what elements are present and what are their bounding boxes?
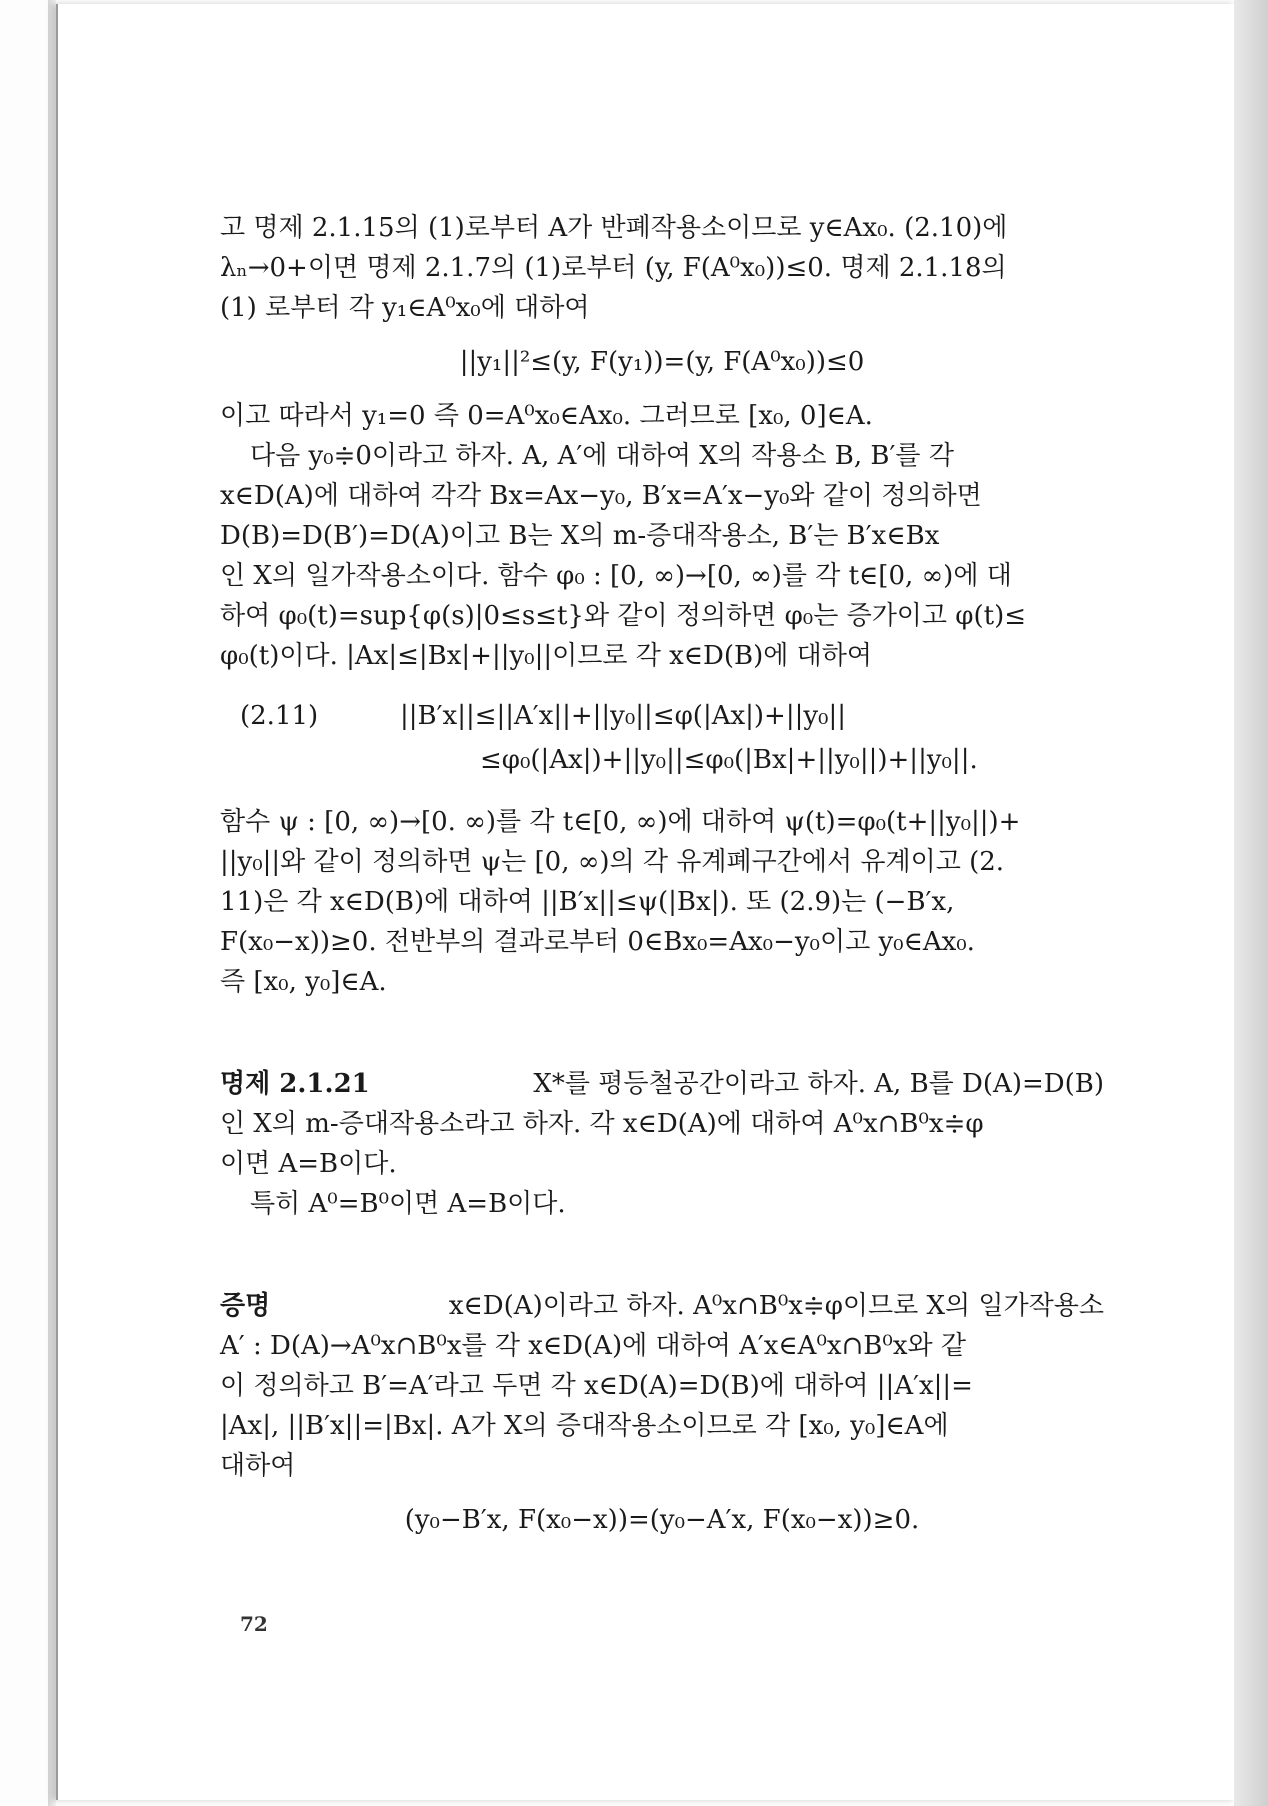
text-line: 즉 [x₀, y₀]∈A.	[220, 967, 387, 997]
proposition-remark: 특히 A⁰=B⁰이면 A=B이다.	[250, 1189, 566, 1219]
equation-2-11-continued	[220, 738, 1104, 782]
proposition-heading: 명제 2.1.21	[220, 1069, 370, 1099]
text-line: |Ax|, ||B′x||=|Bx|. A가 X의 증대작용소이므로 각 [x₀, y₀]∈A에	[220, 1411, 949, 1441]
display-equation: (y₀−B′x, F(x₀−x))=(y₀−A′x, F(x₀−x))≥0.	[404, 1505, 920, 1535]
page-right-edge	[1234, 0, 1268, 1806]
page-text	[220, 208, 1104, 1554]
text-line: 대하여	[220, 1451, 296, 1481]
proof-first-line: 증명 x∈D(A)이라고 하자. A⁰x∩B⁰x≑φ이므로 X의 일가작용소	[220, 1286, 1104, 1326]
text-line: (1) 로부터 각 y₁∈A⁰x₀에 대하여	[220, 293, 590, 323]
text-line: ||y₀||와 같이 정의하면 ψ는 [0, ∞)의 각 유계폐구간에서 유계이고 (2.	[220, 847, 1005, 877]
text-line: 함수 ψ : [0, ∞)→[0. ∞)를 각 t∈[0, ∞)에 대하여 ψ(t)=φ₀(t+||y₀||)+	[220, 807, 1021, 837]
page-left-edge	[48, 0, 56, 1806]
text-line: 이면 A=B이다.	[220, 1149, 397, 1179]
text-line: x∈D(A)에 대하여 각각 Bx=Ax−y₀, B′x=A′x−y₀와 같이 정의하면	[220, 481, 982, 511]
display-equation: ||y₁||²≤(y, F(y₁))=(y, F(A⁰x₀))≤0	[459, 347, 865, 377]
text-line: 이 정의하고 B′=A′라고 두면 각 x∈D(A)=D(B)에 대하여 ||A′x||=	[220, 1371, 973, 1401]
text-line: 11)은 각 x∈D(B)에 대하여 ||B′x||≤ψ(|Bx|). 또 (2.9)는 (−B′x,	[220, 887, 955, 917]
text-line: φ₀(t)이다. |Ax|≤|Bx|+||y₀||이므로 각 x∈D(B)에 대하여	[220, 641, 872, 671]
proposition-first-line: 명제 2.1.21 X*를 평등철공간이라고 하자. A, B를 D(A)=D(B)	[220, 1064, 1104, 1104]
equation-2-11	[220, 694, 1104, 738]
proof-heading: 증명	[220, 1291, 271, 1321]
text-line: D(B)=D(B′)=D(A)이고 B는 X의 m-증대작용소, B′는 B′x∈Bx	[220, 521, 940, 551]
text-line: 인 X의 일가작용소이다. 함수 φ₀ : [0, ∞)→[0, ∞)를 각 t∈[0, ∞)에 대	[220, 561, 1012, 591]
text-line: 하여 φ₀(t)=sup{φ(s)|0≤s≤t}와 같이 정의하면 φ₀는 증가이고 φ(t)≤	[220, 601, 1027, 631]
text-line: A′ : D(A)→A⁰x∩B⁰x를 각 x∈D(A)에 대하여 A′x∈A⁰x∩B⁰x와 같	[220, 1331, 967, 1361]
equation-line: ≤φ₀(|Ax|)+||y₀||≤φ₀(|Bx|+||y₀||)+||y₀||.	[480, 745, 978, 775]
text-line: λₙ→0+이면 명제 2.1.7의 (1)로부터 (y, F(A⁰x₀))≤0. 명제 2.1.18의	[220, 253, 1007, 283]
equation-line: ||B′x||≤||A′x||+||y₀||≤φ(|Ax|)+||y₀||	[400, 701, 846, 731]
text-line: 이고 따라서 y₁=0 즉 0=A⁰x₀∈Ax₀. 그러므로 [x₀, 0]∈A.	[220, 401, 873, 431]
page-number: 72	[240, 1612, 268, 1636]
text-line: F(x₀−x))≥0. 전반부의 결과로부터 0∈Bx₀=Ax₀−y₀이고 y₀∈Ax₀.	[220, 927, 975, 957]
text-line: 다음 y₀≑0이라고 하자. A, A′에 대하여 X의 작용소 B, B′를 각	[250, 441, 954, 471]
text-line: 인 X의 m-증대작용소라고 하자. 각 x∈D(A)에 대하여 A⁰x∩B⁰x≑φ	[220, 1109, 984, 1139]
text-line: 고 명제 2.1.15의 (1)로부터 A가 반폐작용소이므로 y∈Ax₀. (2.10)에	[220, 213, 1008, 243]
equation-label: (2.11)	[240, 701, 319, 731]
